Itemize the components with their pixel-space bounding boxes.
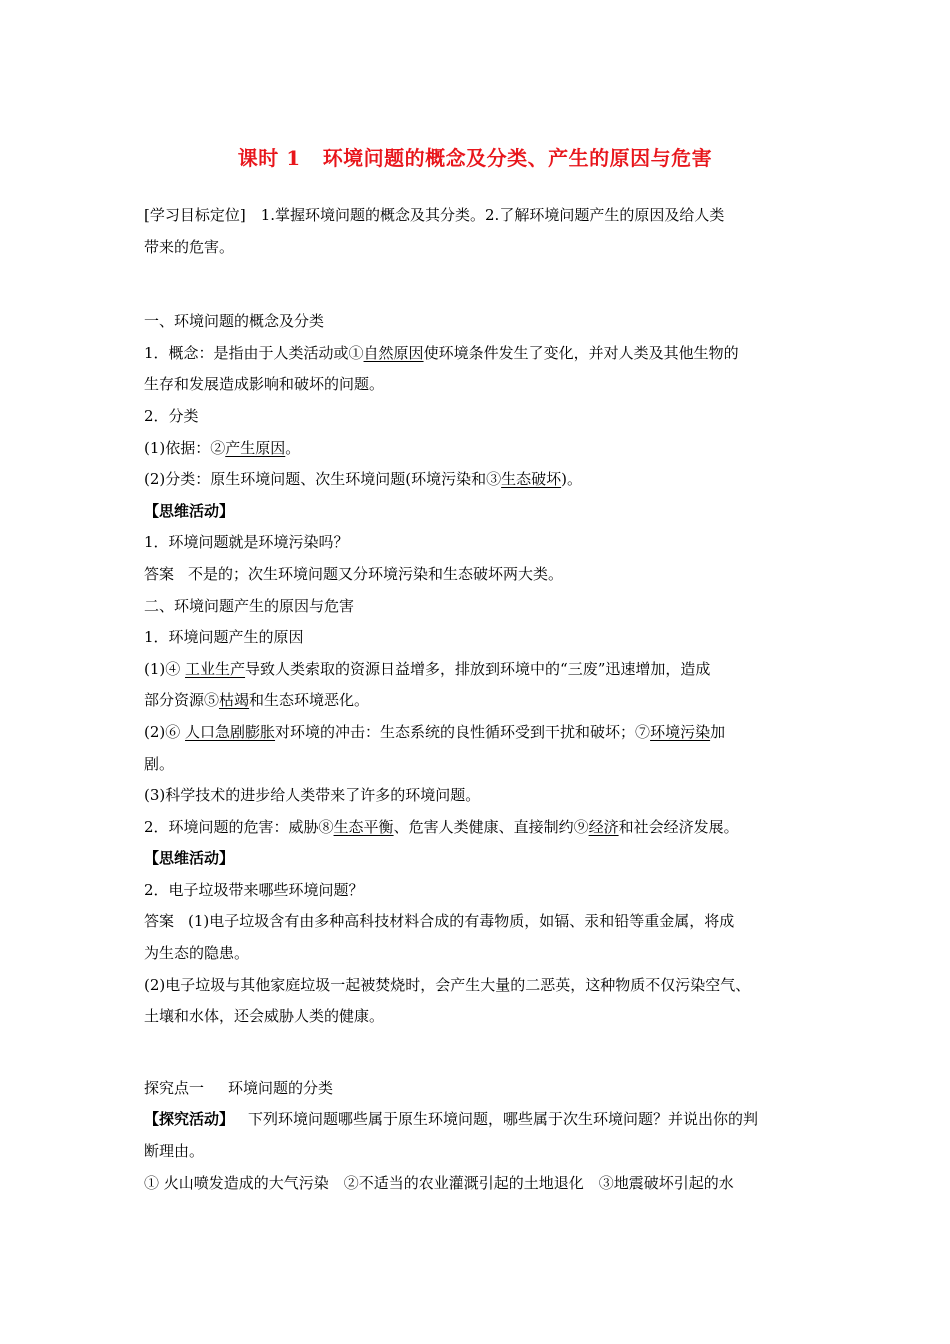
thinking-activity-label: 【思维活动】 xyxy=(144,501,235,520)
learning-objectives-line-2: 带来的危害。 xyxy=(144,237,235,256)
classify-basis: (1)依据：②产生原因。 xyxy=(144,438,301,457)
blank-answer: 枯竭 xyxy=(219,691,250,710)
blank-answer: 工业生产 xyxy=(185,659,246,678)
causes-heading: 1．环境问题产生的原因 xyxy=(144,628,304,647)
section2-heading: 二、环境问题产生的原因与危害 xyxy=(144,596,355,615)
concept-line-1: 1．概念：是指由于人类活动或①自然原因使环境条件发生了变化，并对人类及其他生物的 xyxy=(144,343,739,362)
answer-2-line-1: 答案 (1)电子垃圾含有由多种高科技材料合成的有毒物质，如镉、汞和铅等重金属，将成 xyxy=(144,912,735,931)
blank-answer: 产生原因 xyxy=(225,438,286,457)
thinking-activity-label: 【思维活动】 xyxy=(144,849,235,868)
classify-types: (2)分类：原生环境问题、次生环境问题(环境污染和③生态破坏)。 xyxy=(144,470,582,489)
cause-2-line-1: (2)⑥ 人口急剧膨胀对环境的冲击：生态系统的良性循环受到干扰和破坏；⑦环境污染加 xyxy=(144,722,726,741)
lesson-number: 课时 1 xyxy=(237,146,301,170)
answer-2-line-4: 土壤和水体，还会威胁人类的健康。 xyxy=(144,1007,385,1026)
cause-1-line-1: (1)④ 工业生产导致人类索取的资源日益增多，排放到环境中的“三废”迅速增加，造成 xyxy=(144,659,711,678)
blank-answer: 经济 xyxy=(588,817,619,836)
classify-heading: 2．分类 xyxy=(144,406,199,425)
section1-heading: 一、环境问题的概念及分类 xyxy=(144,312,325,331)
blank-answer: 生态平衡 xyxy=(333,817,394,836)
harm-line: 2．环境问题的危害：威胁⑧生态平衡、危害人类健康、直接制约⑨经济和社会经济发展。 xyxy=(144,817,739,836)
explore-activity-line-1: 【探究活动】 下列环境问题哪些属于原生环境问题，哪些属于次生环境问题？并说出你的判 xyxy=(144,1110,759,1129)
lesson-title: 环境问题的概念及分类、产生的原因与危害 xyxy=(322,146,713,170)
explore-activity-line-2: 断理由。 xyxy=(144,1142,205,1161)
explore-heading: 探究点一 环境问题的分类 xyxy=(144,1078,334,1097)
blank-answer: 自然原因 xyxy=(363,343,424,362)
blank-answer: 人口急剧膨胀 xyxy=(185,722,276,741)
cause-2-line-2: 剧。 xyxy=(144,754,175,773)
blank-answer: 环境污染 xyxy=(650,722,711,741)
question-2: 2．电子垃圾带来哪些环境问题？ xyxy=(144,880,364,899)
cause-3: (3)科学技术的进步给人类带来了许多的环境问题。 xyxy=(144,786,481,805)
explore-items-line: ① 火山喷发造成的大气污染 ②不适当的农业灌溉引起的土地退化 ③地震破坏引起的水 xyxy=(144,1173,734,1192)
document-body xyxy=(144,200,824,1199)
explore-activity-label: 【探究活动】 xyxy=(144,1110,235,1129)
blank-answer: 生态破坏 xyxy=(501,470,562,489)
answer-2-line-3: (2)电子垃圾与其他家庭垃圾一起被焚烧时，会产生大量的二恶英，这种物质不仅污染空气、 xyxy=(144,975,751,994)
concept-line-2: 生存和发展造成影响和破坏的问题。 xyxy=(144,375,385,394)
cause-1-line-2: 部分资源⑤枯竭和生态环境恶化。 xyxy=(144,691,370,710)
page-title xyxy=(0,142,950,171)
question-1: 1．环境问题就是环境污染吗？ xyxy=(144,533,349,552)
answer-2-line-2: 为生态的隐患。 xyxy=(144,944,250,963)
answer-1: 答案 不是的；次生环境问题又分环境污染和生态破坏两大类。 xyxy=(144,564,564,583)
learning-objectives-line-1: [学习目标定位] 1.掌握环境问题的概念及其分类。2.了解环境问题产生的原因及给人类 xyxy=(144,206,725,224)
